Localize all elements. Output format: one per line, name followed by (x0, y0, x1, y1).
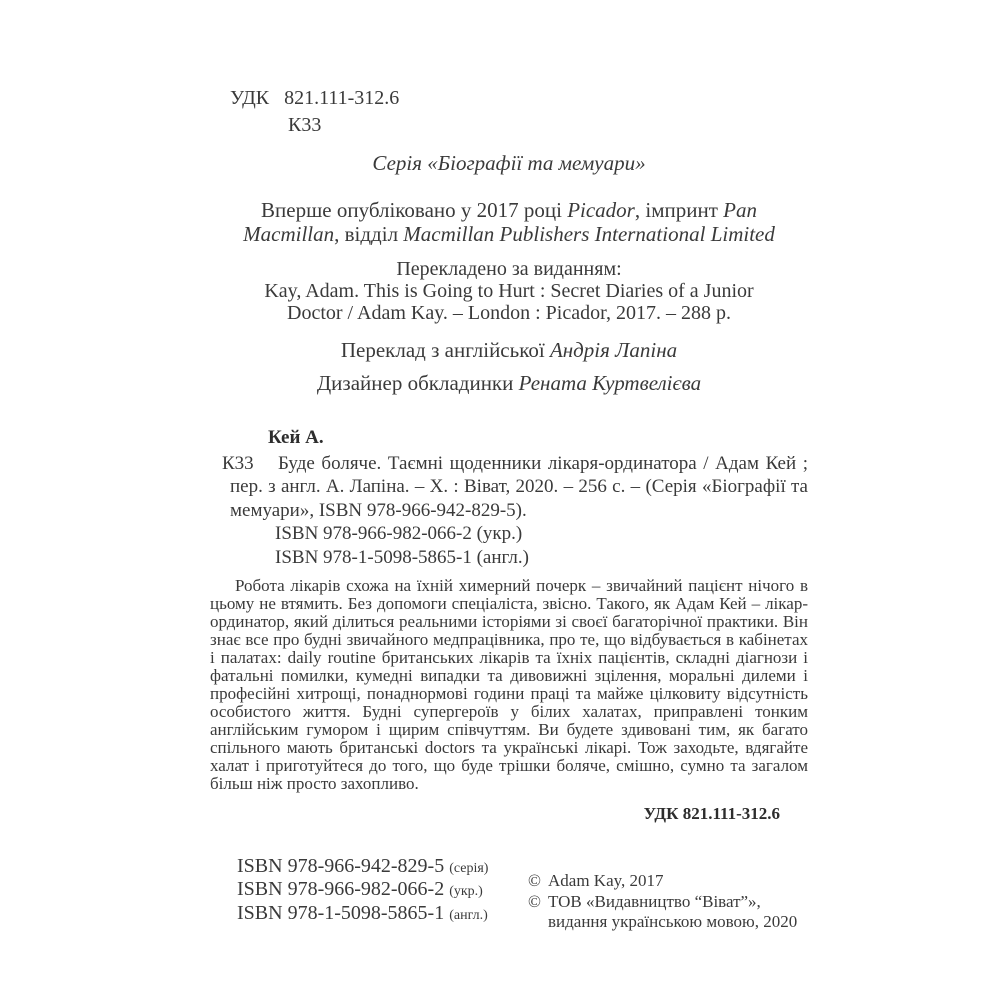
author-sign-code: К33 (288, 114, 322, 136)
copyright-symbol: © (528, 871, 541, 890)
udc-top-block (230, 85, 399, 139)
isbn-qualifier: (англ.) (449, 907, 488, 923)
translator-name: Андрія Лапіна (549, 338, 678, 362)
isbn-row (237, 879, 488, 902)
source-citation-line-2: Doctor / Adam Kay. – London : Picador, 2017. – 288 p. (287, 302, 731, 324)
catalog-card (222, 426, 808, 569)
card-bibliographic-description: Буде боляче. Таємні щоденники лікаря-ординатора / Адам Кей ; пер. з англ. А. Лапіна. – Х. : Віват, 2020. – 256 с. – (Серія «Біографії та мемуари», ISBN 978-966-942-829-5). (230, 452, 808, 521)
designer-name: Рената Куртвелієва (518, 371, 702, 395)
text-segment: Pan (723, 198, 757, 222)
isbn-qualifier: (серія) (449, 861, 489, 876)
udc-row (230, 85, 399, 112)
isbn-block (237, 856, 488, 926)
isbn-row (237, 903, 488, 926)
card-author-sign: К33 (222, 453, 254, 474)
card-isbn-ukr: ISBN 978-966-982-066-2 (укр.) (275, 523, 523, 544)
udc-bottom: УДК 821.111-312.6 (643, 804, 780, 823)
copyright-row (528, 871, 806, 892)
text-segment: , імпринт (634, 198, 724, 222)
text-segment: Вперше опубліковано у 2017 році (261, 198, 568, 222)
text-segment: Переклад з англійської (340, 338, 550, 362)
isbn-number: ISBN 978-966-982-066-2 (237, 878, 445, 901)
translation-source-heading: Перекладено за виданням: (396, 258, 622, 280)
text-segment: Macmillan Publishers International Limited (403, 222, 775, 246)
isbn-number: ISBN 978-1-5098-5865-1 (237, 901, 445, 924)
copyright-text: Adam Kay, 2017 (548, 871, 664, 890)
isbn-number: ISBN 978-966-942-829-5 (237, 855, 445, 877)
imprint-statement (210, 198, 808, 246)
isbn-row (237, 856, 488, 879)
card-author-heading: Кей А. (268, 427, 324, 448)
copyright-block (528, 871, 806, 933)
series-line: Серія «Біографії та мемуари» (372, 151, 646, 175)
annotation-paragraph: Робота лікарів схожа на їхній химерний почерк – звичайний пацієнт нічого в цьому не втямить. Без допомоги спеціаліста, звісно. Такого, як Адам Кей – лікар-ординатор, який ділиться реальними історіями зі своєї багаторічної практики. Він знає все про будні звичайного медпрацівника, про те, що відбувається в кабінетах і палатах: daily routine британських лікарів та їхніх пацієнтів, складні діагнози і фатальні помилки, кумедні випадки та дивовижні зцілення, моральні дилеми і професійні хитрощі, понаднормові години праці та майже цілковиту відсутність особистого життя. Будні супергероїв у білих халатах, приправлені тонким англійським гумором і щирим співчуттям. Ви будете здивовані тим, як багато спільного мають британські doctors та українські лікарі. Тож заходьте, вдягайте халат і приготуйтеся до того, що буде трішки боляче, смішно, сумно та загалом більш ніж просто захопливо. (210, 576, 808, 793)
copyright-symbol: © (528, 891, 541, 911)
imprint-line-1 (210, 198, 808, 222)
text-segment: , відділ (334, 222, 404, 246)
text-segment: Дизайнер обкладинки (316, 371, 519, 395)
text-segment: Macmillan (243, 222, 335, 246)
cover-designer-credit (210, 371, 808, 396)
translator-credit (210, 338, 808, 363)
imprint-line-2 (210, 222, 808, 246)
udc-label: УДК (230, 87, 270, 109)
isbn-qualifier: (укр.) (449, 884, 483, 900)
card-isbn-eng: ISBN 978-1-5098-5865-1 (англ.) (275, 546, 529, 568)
text-segment: Picador (567, 198, 635, 222)
translation-source-block (210, 258, 808, 324)
copyright-text: ТОВ «Видавництво “Віват”», видання українською мовою, 2020 (548, 891, 798, 931)
source-citation-line-1: Kay, Adam. This is Going to Hurt : Secret Diaries of a Junior (264, 280, 754, 302)
udc-number: 821.111-312.6 (284, 87, 400, 109)
copyright-row (528, 892, 806, 933)
